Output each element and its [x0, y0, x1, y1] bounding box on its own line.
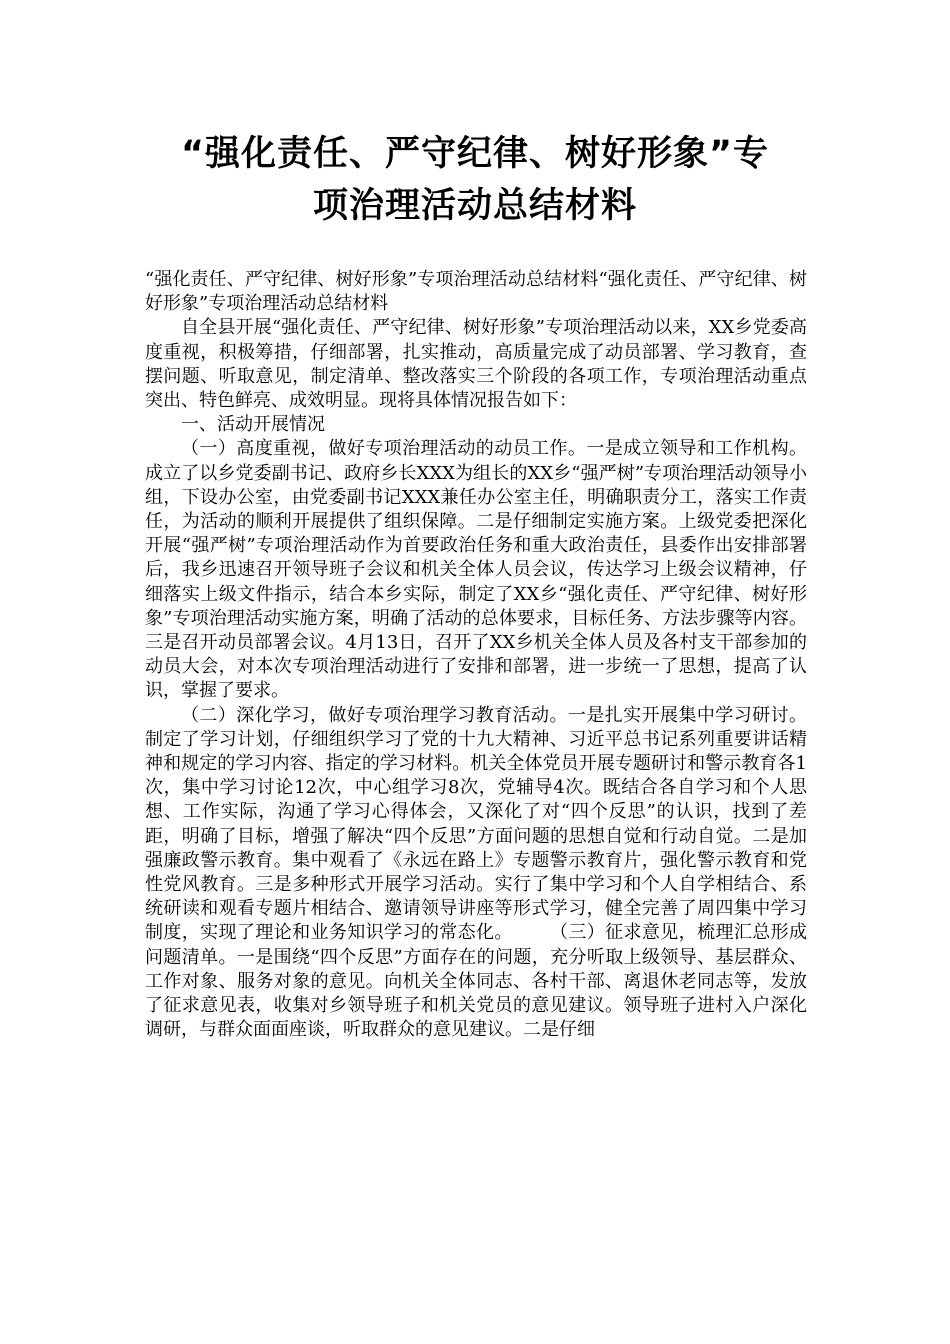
paragraph-introduction: 自全县开展“强化责任、严守纪律、树好形象”专项治理活动以来，XX乡党委高度重视，积极筹措，仔细部署，扎实推动，高质量完成了动员部署、学习教育，查摆问题、听取意见，制定清单、整改落实三个阶段的各项工作，专项治理活动重点突出、特色鲜亮、成效明显。现将具体情况报告如下：: [145, 317, 807, 412]
document-body: [145, 268, 807, 1043]
paragraph-section-1: （一）高度重视，做好专项治理活动的动员工作。一是成立领导和工作机构。成立了以乡党委副书记、政府乡长XXX为组长的XX乡“强严树”专项治理活动领导小组，下设办公室，由党委副书记XXX兼任办公室主任，明确职责分工，落实工作责任，为活动的顺利开展提供了组织保障。二是仔细制定实施方案。上级党委把深化开展“强严树”专项治理活动作为首要政治任务和重大政治责任，县委作出安排部署后，我乡迅速召开领导班子会议和机关全体人员会议，传达学习上级会议精神，仔细落实上级文件指示，结合本乡实际，制定了XX乡“强化责任、严守纪律、树好形象”专项治理活动实施方案，明确了活动的总体要求，目标任务、方法步骤等内容。三是召开动员部署会议。4月13日，召开了XX乡机关全体人员及各村支干部参加的动员大会，对本次专项治理活动进行了安排和部署，进一步统一了思想，提高了认识，掌握了要求。: [145, 438, 807, 702]
section-heading-activity: 一、活动开展情况: [181, 414, 325, 436]
paragraph-section-2: （二）深化学习，做好专项治理学习教育活动。一是扎实开展集中学习研讨。制定了学习计划，仔细组织学习了党的十九大精神、习近平总书记系列重要讲话精神和规定的学习内容、指定的学习材料。机关全体党员开展专题研讨和警示教育各1次，集中学习讨论12次，中心组学习8次，党辅导4次。既结合各自学习和个人思想、工作实际，沟通了学习心得体会，又深化了对“四个反思”的认识，找到了差距，明确了目标，增强了解决“四个反思”方面问题的思想自觉和行动自觉。二是加强廉政警示教育。集中观看了《永远在路上》专题警示教育片，强化警示教育和党性党风教育。三是多种形式开展学习活动。实行了集中学习和个人自学相结合、系统研读和观看专题片相结合、邀请领导讲座等形式学习，健全完善了周四集中学习制度，实现了理论和业务知识学习的常态化。 （三）征求意见，梳理汇总形成问题清单。一是围绕“四个反思”方面存在的问题，充分听取上级领导、基层群众、工作对象、服务对象的意见。向机关全体同志、各村干部、离退休老同志等，发放了征求意见表，收集对乡领导班子和机关党员的意见建议。领导班子进村入户深化调研，与群众面面座谈，听取群众的意见建议。二是仔细: [145, 704, 807, 1041]
document-title-line-2: 项治理活动总结材料: [312, 186, 637, 226]
paragraph-repeated-title: “强化责任、严守纪律、树好形象”专项治理活动总结材料“强化责任、严守纪律、树好形象”专项治理活动总结材料: [145, 269, 807, 315]
document-title-line-1: “强化责任、严守纪律、树好形象”专: [180, 134, 769, 174]
document-title: [120, 128, 830, 232]
